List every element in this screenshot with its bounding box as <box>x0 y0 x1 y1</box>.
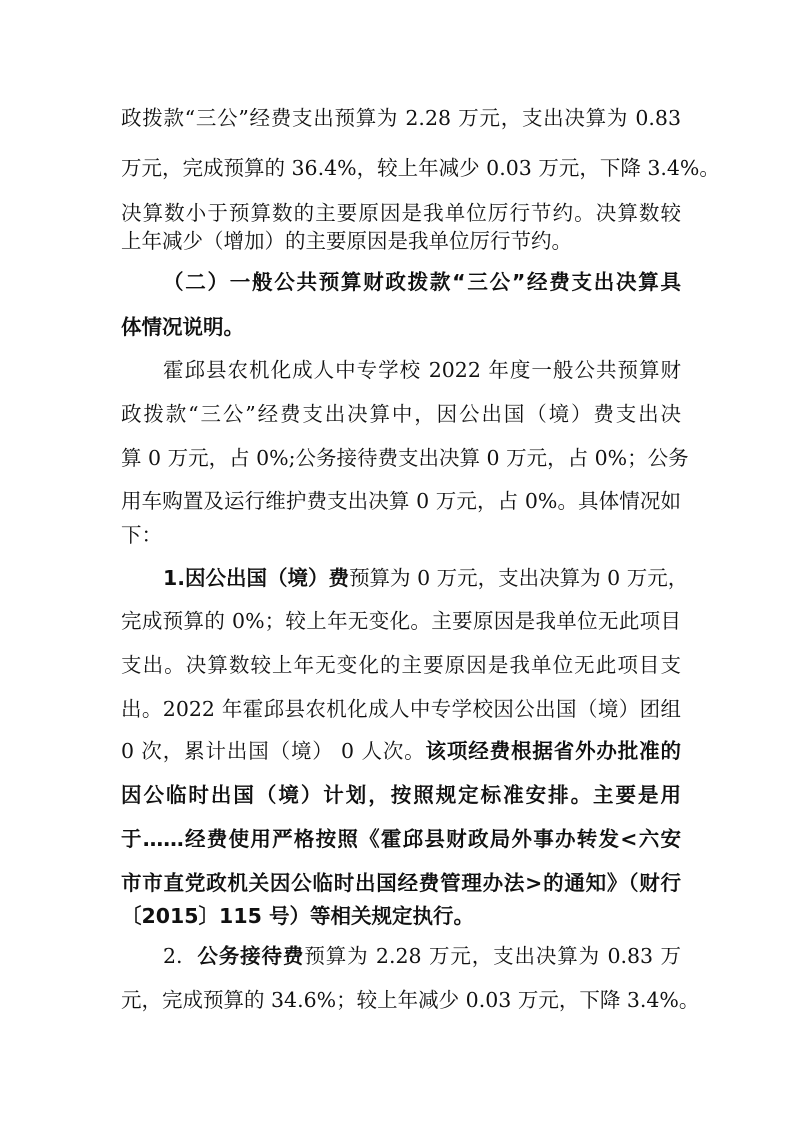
text-line: 支出。决算数较上年无变化的主要原因是我单位无此项目支 <box>121 653 681 677</box>
text-line: 万元，完成预算的 36.4%，较上年减少 0.03 万元，下降 3.4%。 <box>121 156 720 180</box>
text-line: 决算数小于预算数的主要原因是我单位厉行节约。决算数较 <box>121 201 681 225</box>
bold-line: 〔2015〕115 号）等相关规定执行。 <box>121 904 474 928</box>
list-item-2-line <box>163 938 681 974</box>
text-line: 政拨款“三公”经费支出决算中，因公出国（境）费支出决 <box>121 402 681 426</box>
text-span: 预算为 2.28 万元，支出决算为 0.83 万 <box>304 944 682 968</box>
text-line: 用车购置及运行维护费支出决算 0 万元，占 0%。具体情况如 <box>121 489 681 513</box>
text-span: 预算为 0 万元，支出决算为 0 万元， <box>349 566 689 590</box>
text-line: 霍邱县农机化成人中专学校 2022 年度一般公共预算财 <box>163 358 681 382</box>
text-line: 政拨款“三公”经费支出预算为 2.28 万元，支出决算为 0.83 <box>121 106 681 130</box>
bold-line: 市市直党政机关因公临时出国经费管理办法>的通知》（财行 <box>121 871 681 895</box>
bold-line: 因公临时出国（境）计划，按照规定标准安排。主要是用 <box>121 783 681 807</box>
text-line: 上年减少（增加）的主要原因是我单位厉行节约。 <box>121 229 572 253</box>
text-line: 完成预算的 0%；较上年无变化。主要原因是我单位无此项目 <box>121 609 681 633</box>
bold-line: 于……经费使用严格按照《霍邱县财政局外事办转发<六安 <box>121 827 681 851</box>
text-line: 出。2022 年霍邱县农机化成人中专学校因公出国（境）团组 <box>121 697 681 721</box>
text-line: 算 0 万元，占 0%;公务接待费支出决算 0 万元，占 0%；公务 <box>121 446 689 470</box>
list-item-title: 1.因公出国（境）费 <box>163 566 350 590</box>
bold-span: 该项经费根据省外办批准的 <box>425 739 682 763</box>
list-item-title: 公务接待费 <box>197 944 305 968</box>
text-span: 0 次，累计出国（境） 0 人次。 <box>121 739 426 763</box>
text-line <box>121 733 681 769</box>
list-item-1-line <box>163 560 689 596</box>
text-line: 元，完成预算的 34.6%；较上年减少 0.03 万元，下降 3.4%。 <box>121 988 700 1012</box>
section-heading: （二）一般公共预算财政拨款“三公”经费支出决算具 <box>163 270 681 294</box>
list-number: 2. <box>163 944 198 968</box>
section-heading: 体情况说明。 <box>121 315 244 339</box>
text-line: 下： <box>121 523 162 547</box>
